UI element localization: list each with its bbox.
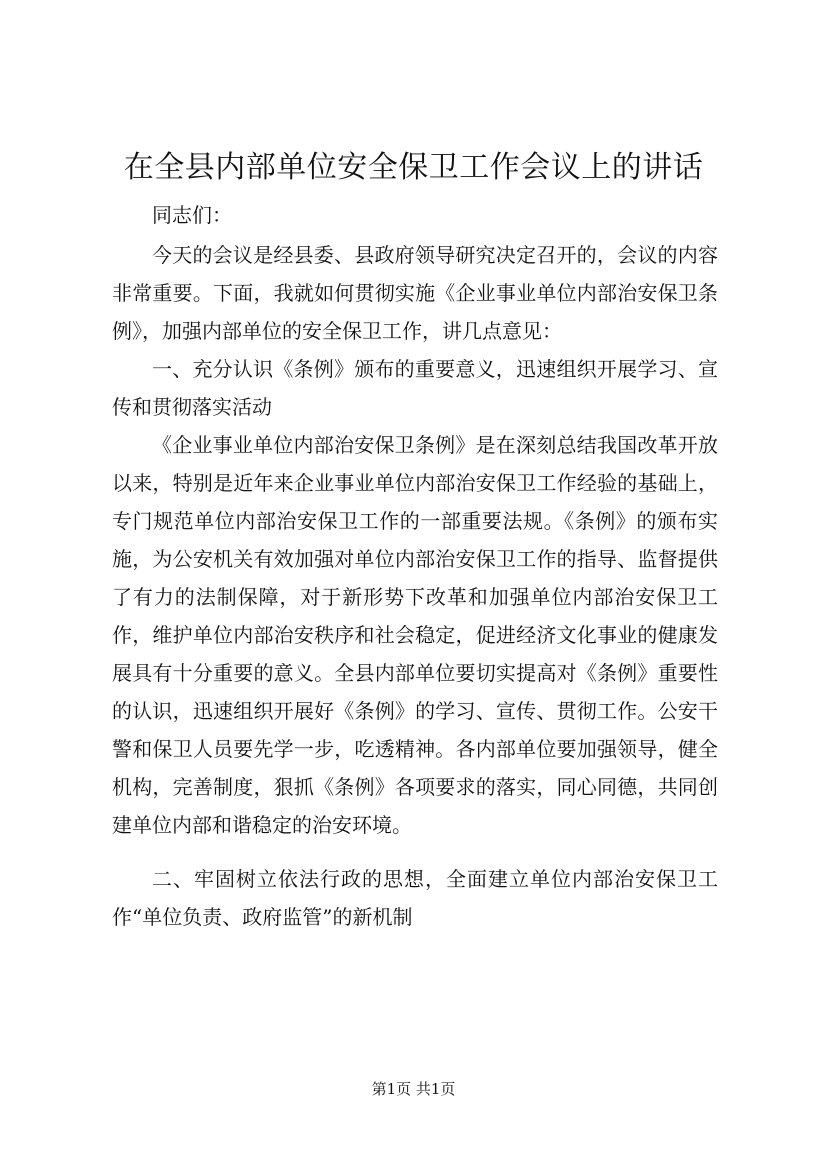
section-heading-1: 一、充分认识《条例》颁布的重要意义，迅速组织开展学习、宣传和贯彻落实活动 xyxy=(112,357,718,419)
document-title: 在全县内部单位安全保卫工作会议上的讲话 xyxy=(123,150,704,185)
section-heading-2: 二、牢固树立依法行政的思想，全面建立单位内部治安保卫工作“单位负责、政府监管”的新机制 xyxy=(112,867,718,929)
intro-paragraph: 今天的会议是经县委、县政府领导研究决定召开的，会议的内容非常重要。下面，我就如何贯彻实施《企业事业单位内部治安保卫条例》，加强内部单位的安全保卫工作，讲几点意见： xyxy=(112,243,718,343)
greeting-line: 同志们： xyxy=(152,203,232,227)
body-paragraph: 《企业事业单位内部治安保卫条例》是在深刻总结我国改革开放以来，特别是近年来企业事业单位内部治安保卫工作经验的基础上，专门规范单位内部治安保卫工作的一部重要法规。《条例》的颁布实施，为公安机关有效加强对单位内部治安保卫工作的指导、监督提供了有力的法制保障，对于新形势下改革和加强单位内部治安保卫工作，维护单位内部治安秩序和社会稳定，促进经济文化事业的健康发展具有十分重要的意义。全县内部单位要切实提高对《条例》重要性的认识，迅速组织开展好《条例》的学习、宣传、贯彻工作。公安干警和保卫人员要先学一步，吃透精神。各内部单位要加强领导，健全机构，完善制度，狠抓《条例》各项要求的落实，同心同德，共同创建单位内部和谐稳定的治安环境。 xyxy=(112,433,718,837)
page-footer: 第1页 共1页 xyxy=(371,1080,456,1098)
document-body xyxy=(112,196,718,936)
